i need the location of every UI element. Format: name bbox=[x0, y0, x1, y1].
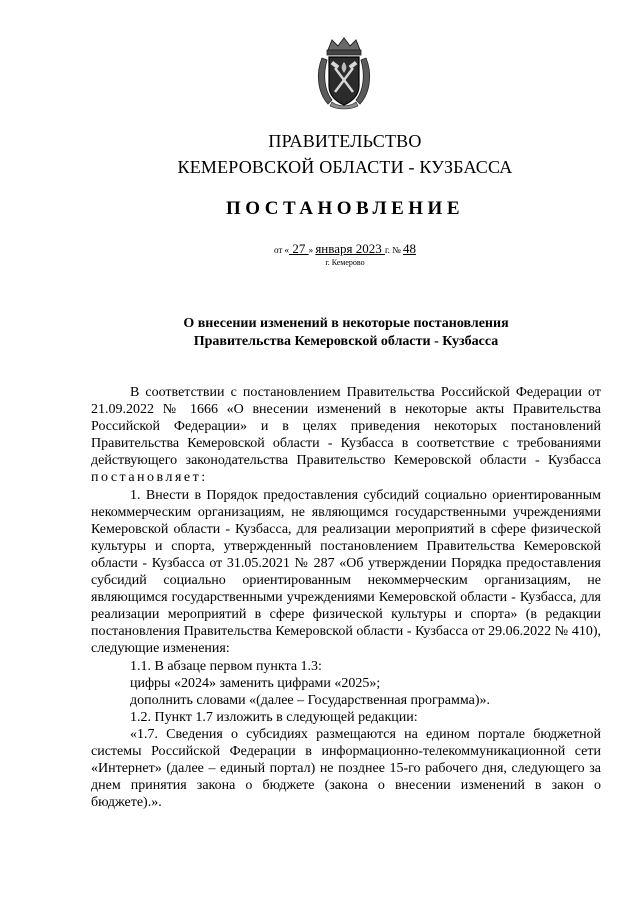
document-number: 48 bbox=[403, 241, 416, 256]
government-name-line1: ПРАВИТЕЛЬСТВО bbox=[268, 131, 422, 151]
preamble-end: : bbox=[201, 470, 206, 486]
paragraph-1-1: 1.1. В абзаце первом пункта 1.3: bbox=[130, 658, 322, 674]
preamble-text: В соответствии с постановлением Правительства Российской Федерации от 21.09.2022 № 1666 «О внесении изменений в некоторые акты Правительства Российской Федерации» и в целях приведения некоторых постановлений Правительства Кемеровской области - Кузбасса в соответствие с требованиями действующего законодательства Правительство Кемеровской области - Кузбасса bbox=[91, 385, 601, 469]
date-mid: » bbox=[308, 245, 316, 255]
preamble-paragraph bbox=[91, 384, 601, 487]
resolution-title bbox=[92, 315, 600, 351]
paragraph-1-1-b: дополнить словами «(далее – Государственная программа)». bbox=[130, 692, 490, 708]
paragraph-1-2-quote: «1.7. Сведения о субсидиях размещаются на едином портале бюджетной системы Российской Федерации в информационно-телекоммуникационной сети «Интернет» (далее – единый портал) не позднее 15-го рабочего дня, следующего за днем принятия закона о бюджете (закона о внесении изменений в закон о бюджете).». bbox=[91, 726, 601, 811]
paragraph-1-2: 1.2. Пункт 1.7 изложить в следующей редакции: bbox=[130, 709, 418, 725]
date-prefix: от « bbox=[273, 245, 290, 255]
date-month-year: января 2023 bbox=[315, 241, 385, 256]
date-day: 27 bbox=[289, 241, 309, 256]
government-name-line2: КЕМЕРОВСКОЙ ОБЛАСТИ - КУЗБАССА bbox=[177, 157, 513, 177]
resolves-word: постановляет bbox=[91, 470, 202, 486]
paragraph-1: 1. Внести в Порядок предоставления субсидий социально ориентированным некоммерческим организациям, не являющимся государственными учреждениями Кемеровской области - Кузбасса, для реализации мероприятий в сфере физической культуры и спорта, утвержденный постановлением Правительства Кемеровской области - Кузбасса от 31.05.2021 № 287 «Об утверждении Порядка предоставления субсидий социально ориентированным некоммерческим организациям, не являющимся государственными учреждениями Кемеровской области - Кузбасса, для реализации мероприятий в сфере физической культуры и спорта» (в редакции постановления Правительства Кемеровской области - Кузбасса от 29.06.2022 № 410), следующие изменения: bbox=[91, 487, 601, 657]
document-body bbox=[91, 384, 601, 811]
number-prefix: № bbox=[392, 245, 403, 255]
resolution-title-line2: Правительства Кемеровской области - Кузбасса bbox=[193, 334, 499, 349]
coat-of-arms-emblem bbox=[314, 36, 374, 110]
city-label: г. Кемерово bbox=[325, 258, 365, 267]
document-type-title: ПОСТАНОВЛЕНИЕ bbox=[225, 198, 465, 219]
resolution-title-line1: О внесении изменений в некоторые постановления bbox=[183, 316, 509, 331]
date-line bbox=[0, 241, 640, 257]
paragraph-1-1-a: цифры «2024» заменить цифрами «2025»; bbox=[130, 675, 381, 691]
date-year-suffix: г. bbox=[384, 245, 393, 255]
